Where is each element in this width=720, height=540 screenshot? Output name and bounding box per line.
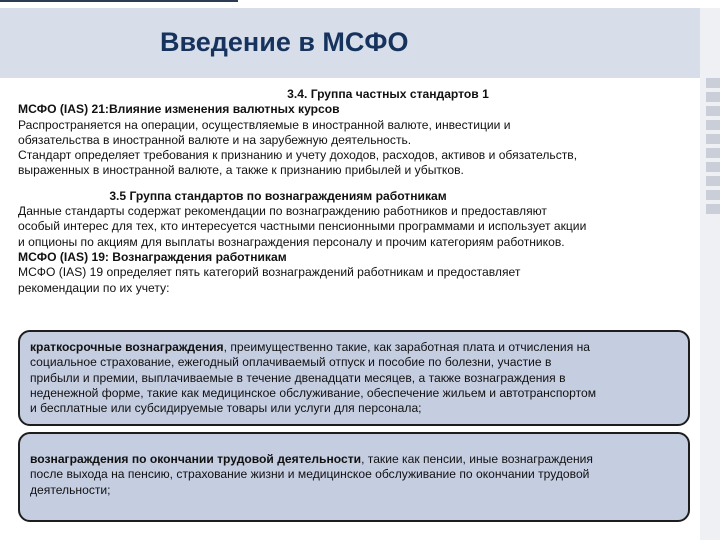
- callout-line: и бесплатные или субсидируемые товары или услуги для персонала;: [30, 401, 422, 416]
- callout-line: неденежной форме, такие как медицинское обслуживание, обеспечение жильем и автотранспортом: [30, 385, 597, 400]
- section2-heading: 3.5 Группа стандартов по вознаграждениям работникам: [109, 188, 447, 203]
- section2-line: особый интерес для тех, кто интересуется частными пенсионными программами и использует акции: [18, 219, 587, 234]
- decor-bar: [706, 134, 720, 144]
- section2-line: Данные стандарты содержат рекомендации по вознаграждению работников и предоставляют: [18, 204, 547, 219]
- decor-bar: [706, 190, 720, 200]
- decor-bar: [706, 120, 720, 130]
- decor-bar: [706, 106, 720, 116]
- section1-line: обязательства в иностранной валюте и на зарубежную деятельность.: [18, 132, 412, 147]
- decor-bar: [706, 176, 720, 186]
- decor-bar: [706, 162, 720, 172]
- section1-line: Стандарт определяет требования к признанию и учету доходов, расходов, активов и обязательств,: [18, 148, 578, 163]
- callout-term: вознаграждения по окончании трудовой деятельности: [30, 452, 362, 466]
- callout-line: после выхода на пенсию, страхование жизни и медицинское обслуживание по окончании трудовой: [30, 467, 590, 482]
- callout-box-short-term: [18, 330, 690, 426]
- callout-line: деятельности;: [30, 482, 111, 497]
- right-decor-bars: [706, 78, 720, 220]
- section2-after-line: МСФО (IAS) 19 определяет пять категорий вознаграждений работникам и предоставляет: [18, 265, 521, 280]
- content-body: [18, 87, 698, 296]
- callout-line: прибыли и премии, выплачиваемые в течение двенадцати месяцев, а также вознаграждения в: [30, 370, 566, 385]
- callout-line: социальное страхование, ежегодный оплачиваемый отпуск и пособие по болезни, участие в: [30, 355, 552, 370]
- section2-standard-title: МСФО (IAS) 19: Вознаграждения работникам: [18, 249, 287, 264]
- decor-bar: [706, 78, 720, 88]
- section2-line: и опционы по акциям для выплаты вознаграждения персоналу и прочим категориям работников.: [18, 234, 565, 249]
- callout-text: , такие как пенсии, иные вознаграждения: [361, 452, 593, 466]
- callout-term: краткосрочные вознаграждения: [30, 340, 224, 354]
- decor-bar: [706, 148, 720, 158]
- section2-after-line: рекомендации по их учету:: [18, 280, 170, 295]
- callout-line: [30, 452, 678, 467]
- callout-text: , преимущественно такие, как заработная плата и отчисления на: [223, 340, 591, 354]
- decor-bar: [706, 204, 720, 214]
- callout-box-post-employment: [18, 432, 690, 522]
- decor-bar: [706, 92, 720, 102]
- section1-heading: 3.4. Группа частных стандартов 1: [287, 87, 489, 101]
- section1-line: выраженных в иностранной валюте, а также к признанию прибылей и убытков.: [18, 163, 464, 178]
- page-title: Введение в МСФО: [160, 27, 409, 57]
- section1-standard-title: МСФО (IAS) 21:Влияние изменения валютных курсов: [18, 102, 340, 117]
- section1-line: Распространяется на операции, осуществляемые в иностранной валюте, инвестиции и: [18, 117, 511, 132]
- callout-line: [30, 340, 678, 355]
- top-accent-line: [0, 0, 238, 2]
